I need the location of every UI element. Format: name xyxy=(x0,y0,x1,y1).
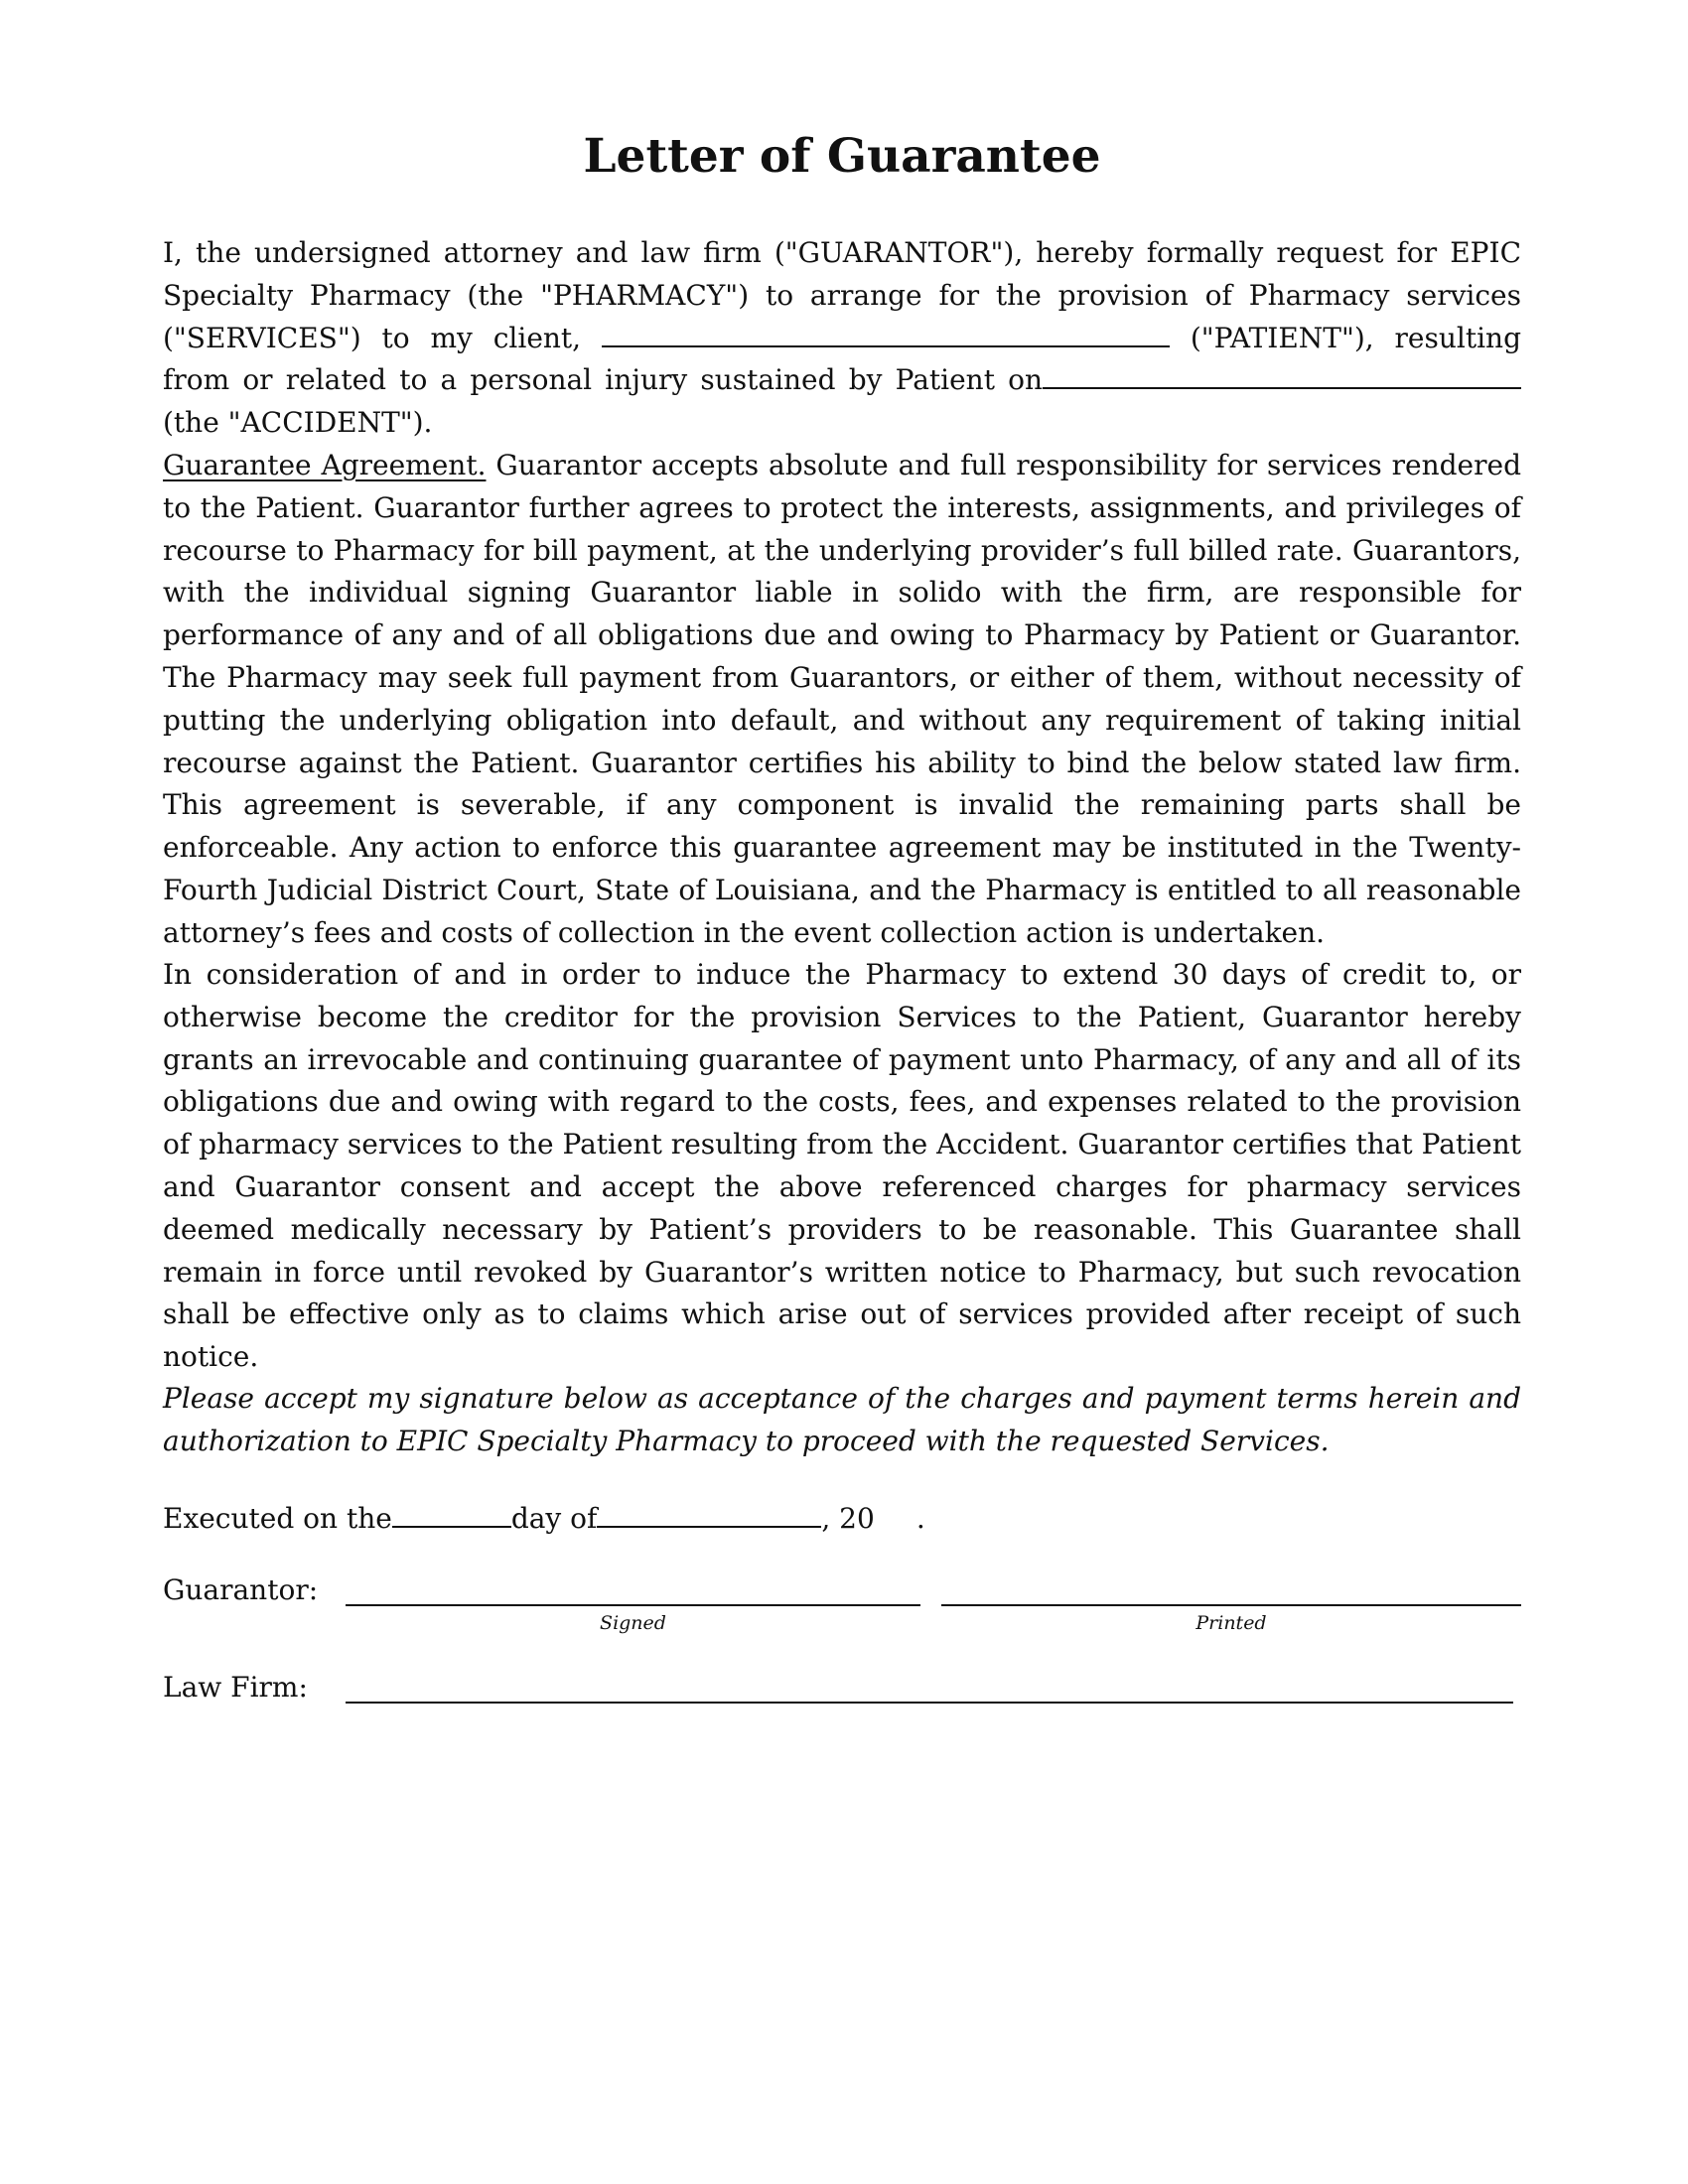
guarantor-signature-line[interactable] xyxy=(346,1604,920,1606)
guarantor-label: Guarantor: xyxy=(163,1573,319,1606)
execution-day-of: day of xyxy=(510,1502,598,1535)
patient-name-field[interactable] xyxy=(602,320,1170,347)
document-title: Letter of Guarantee xyxy=(583,129,1101,184)
intro-paragraph xyxy=(163,232,1521,445)
law-firm-line[interactable] xyxy=(346,1702,1513,1704)
intro-text-1: I, the undersigned attorney and law firm ("GUARANTOR"), hereby formally request for EPIC Specialty Pharmacy (the "PHARMACY") to arrange for the provision of Pharmacy services ("SERVICES") to my client, xyxy=(163,236,1521,354)
execution-end: . xyxy=(915,1502,925,1535)
execution-day-field[interactable] xyxy=(392,1500,511,1528)
consideration-paragraph: In consideration of and in order to induce the Pharmacy to extend 30 days of credit to, or otherwise become the creditor for the provision Services to the Patient, Guarantor hereby grants an irrevocable and continuing guarantee of payment unto Pharmacy, of any and all of its obligations due and owing with regard to the costs, fees, and expenses related to the provision of pharmacy services to the Patient resulting from the Accident. Guarantor certifies that Patient and Guarantor consent and accept the above referenced charges for pharmacy services deemed medically necessary by Patient’s providers to be reasonable. This Guarantee shall remain in force until revoked by Guarantor’s written notice to Pharmacy, but such revocation shall be effective only as to claims which arise out of services provided after receipt of such notice. xyxy=(163,958,1521,1374)
acceptance-paragraph: Please accept my signature below as acceptance of the charges and payment terms herein and authorization to EPIC Specialty Pharmacy to proceed with the requested Services. xyxy=(163,1382,1521,1457)
execution-month-field[interactable] xyxy=(597,1500,821,1528)
guarantee-agreement-body: Guarantor accepts absolute and full responsibility for services rendered to the Patient. Guarantor further agrees to protect the interests, assignments, and privileges of recourse to Pharmacy for bill payment, at the underlying provider’s full billed rate. Guarantors, with the individual signing Guarantor liable in solido with the firm, are responsible for performance of any and of all obligations due and owing to Pharmacy by Patient or Guarantor. The Pharmacy may seek full payment from Guarantors, or either of them, without necessity of putting the underlying obligation into default, and without any requirement of taking initial recourse against the Patient. Guarantor certifies his ability to bind the below stated law firm. This agreement is severable, if any component is invalid the remaining parts shall be enforceable. Any action to enforce this guarantee agreement may be instituted in the Twenty-Fourth Judicial District Court, State of Louisiana, and the Pharmacy is entitled to all reasonable attorney’s fees and costs of collection in the event collection action is undertaken. xyxy=(163,449,1521,949)
intro-text-3: (the "ACCIDENT"). xyxy=(163,406,433,440)
guarantee-agreement-paragraph xyxy=(163,445,1521,955)
guarantee-agreement-heading: Guarantee Agreement. xyxy=(163,449,487,481)
execution-prefix: Executed on the xyxy=(163,1502,392,1535)
printed-caption: Printed xyxy=(1196,1612,1267,1634)
accident-date-field[interactable] xyxy=(1043,361,1521,389)
intro-text-2: ("PATIENT"), resulting from or related to a personal injury sustained by Patient on xyxy=(163,321,1521,397)
execution-line xyxy=(163,1498,925,1540)
signed-caption: Signed xyxy=(600,1612,666,1634)
execution-year-prefix: , 20 xyxy=(821,1502,875,1535)
guarantor-printed-name-line[interactable] xyxy=(941,1604,1521,1606)
law-firm-label: Law Firm: xyxy=(163,1671,308,1704)
